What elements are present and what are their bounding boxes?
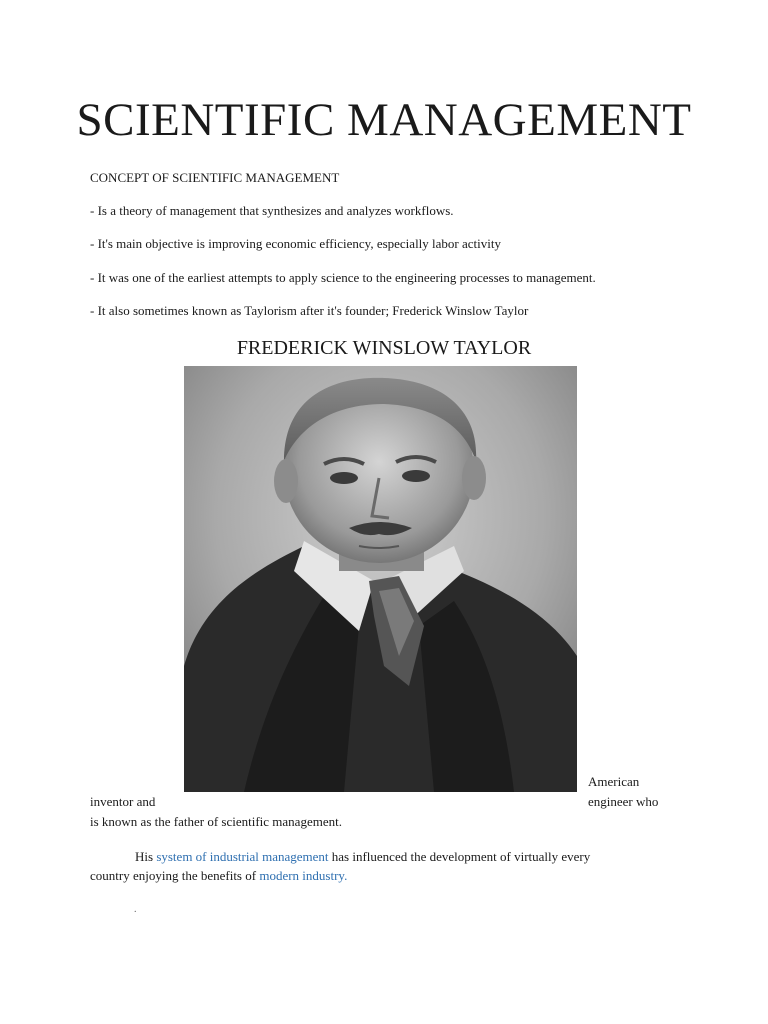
link-modern-industry[interactable]: modern industry: [259, 868, 345, 883]
paragraph-his: His: [135, 849, 154, 864]
trailing-dot: .: [134, 904, 137, 915]
portrait-image-icon: [184, 366, 577, 792]
concept-heading: CONCEPT OF SCIENTIFIC MANAGEMENT: [90, 170, 340, 185]
page-title: SCIENTIFIC MANAGEMENT: [76, 94, 692, 146]
paragraph-line-1: [135, 849, 590, 865]
concept-point-1: - Is a theory of management that synthesizes and analyzes workflows.: [90, 203, 454, 218]
caption-inventor-and: inventor and: [90, 794, 156, 809]
concept-point-2: - It's main objective is improving economic efficiency, especially labor activity: [90, 236, 501, 251]
caption-engineer-who: engineer who: [588, 794, 659, 809]
portrait-photo: [184, 366, 577, 792]
caption-father-line: is known as the father of scientific management.: [90, 814, 342, 829]
person-name-heading: FREDERICK WINSLOW TAYLOR: [236, 337, 532, 359]
concept-point-3: - It was one of the earliest attempts to apply science to the engineering processes to management.: [90, 270, 596, 285]
paragraph-line-2: [90, 868, 347, 884]
concept-point-4: - It also sometimes known as Taylorism after it's founder; Frederick Winslow Taylor: [90, 303, 529, 318]
link-system-of-industrial-management[interactable]: system of industrial management: [156, 849, 329, 864]
caption-american: American: [588, 774, 640, 789]
paragraph-end: .: [344, 868, 348, 883]
paragraph-line2-start: country enjoying the benefits of: [90, 868, 257, 883]
paragraph-middle: has influenced the development of virtually every: [331, 849, 591, 864]
